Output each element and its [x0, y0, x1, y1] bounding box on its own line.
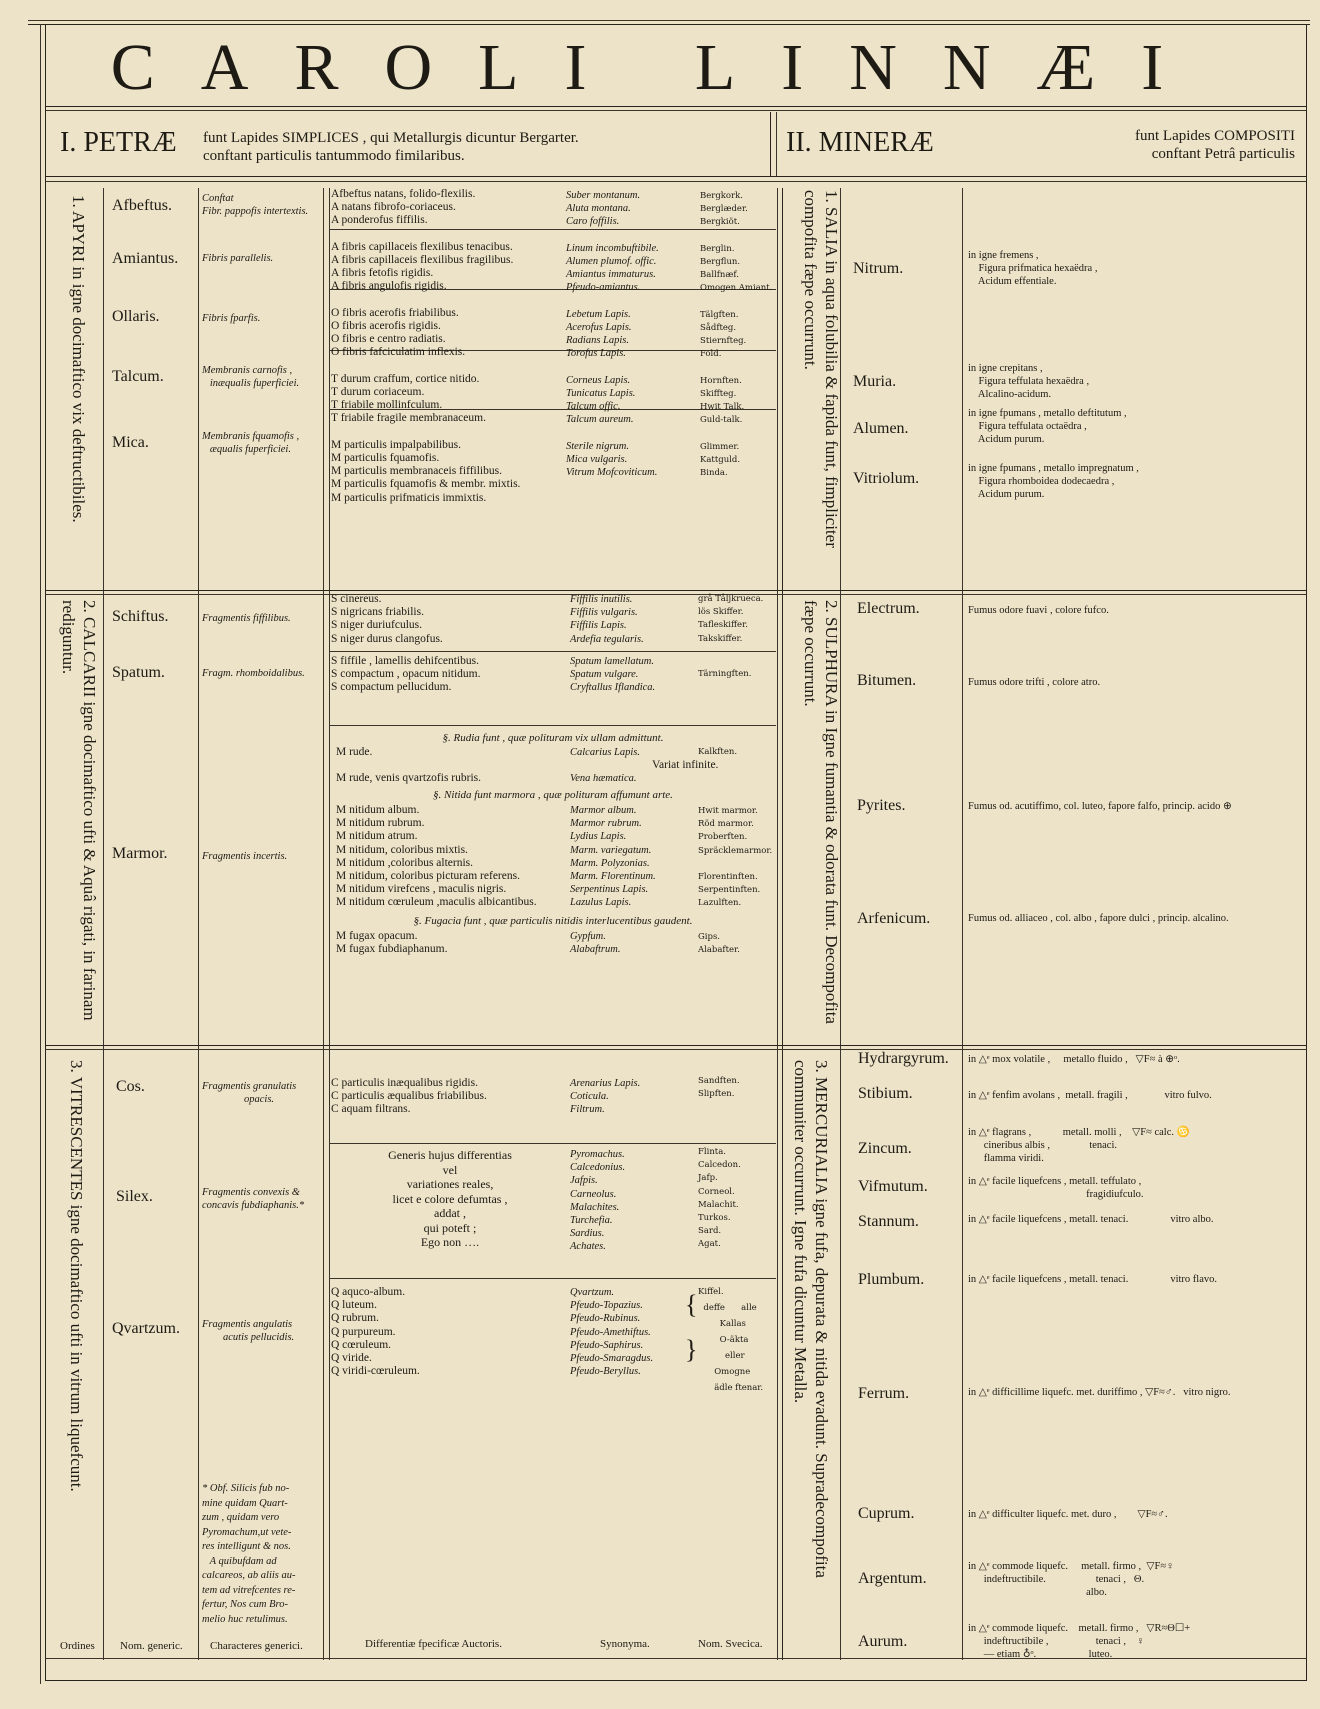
footer-char-gen: Characteres generici.	[210, 1640, 303, 1652]
genus-silex: Silex.	[116, 1188, 153, 1205]
frame-left-outer	[40, 24, 41, 1684]
genus-ollaris: Ollaris.	[112, 308, 160, 325]
frame-top	[28, 24, 1310, 25]
sub-rule	[330, 1278, 776, 1279]
variat-note: Variat infinite.	[652, 759, 719, 771]
rudia-sv: Kalkften.	[698, 747, 738, 757]
petrae-def1: funt Lapides SIMPLICES , qui Metallurgis dicuntur Bergarter.	[203, 130, 579, 146]
char-mica: Membranis fquamofis , æqualis fuperficiei.	[202, 431, 300, 455]
schistus-syn: Fiffilis inutilis. Fiffilis vulgaris. Fiffilis Lapis. Ardefia tegularis.	[570, 594, 644, 645]
schistus-diff: S cinereus. S nigricans friabilis. S niger duriufculus. S niger durus clangofus.	[331, 593, 443, 645]
petrae-def2: conftant particulis tantummodo fimilaribus.	[203, 148, 465, 164]
fugacia-diff: M fugax opacum. M fugax fubdiaphanum.	[336, 930, 448, 956]
genus-cos: Cos.	[116, 1078, 145, 1095]
mineral-muria: Muria.	[853, 373, 897, 390]
mineral-ferrum: Ferrum.	[858, 1385, 910, 1402]
nitida-heading: §. Nitida funt marmora , quæ polituram affumunt arte.	[433, 789, 673, 801]
col-characters	[323, 188, 324, 1660]
mineral-hydrargyrum: Hydrargyrum.	[858, 1050, 949, 1067]
desc-cuprum: in △ᵉ difficulter liquefc. met. duro , ▽F≈♂.	[968, 1509, 1168, 1520]
header-rule-thin	[45, 181, 1307, 182]
genus-amiantus: Amiantus.	[112, 250, 179, 267]
char-spatum: Fragm. rhomboidalibus.	[202, 668, 305, 679]
header-divider-2	[776, 112, 777, 176]
qvartzum-syn: Qvartzum. Pfeudo-Topazius. Pfeudo-Rubinus. Pfeudo-Amethiftus. Pfeudo-Saphirus. Pfeudo-Smaragdus. Pfeudo-Beryllus.	[570, 1287, 654, 1378]
char-talcum: Membranis carnofis , inæqualis fuperficiei.	[202, 365, 300, 389]
char-qvartzum: Fragmentis angulatis acutis pellucidis.	[202, 1319, 295, 1343]
order-sulphura: 2. SULPHURA in Igne fumantia & odorata funt. Decompofita fæpe occurrunt.	[801, 600, 841, 1024]
char-cos: Fragmentis granulatis opacis.	[202, 1081, 297, 1105]
order-vitrescentes: 3. VITRESCENTES igne docimaftico ufti in vitrum liquefcunt.	[67, 1060, 86, 1492]
desc-pyrites: Fumus od. acutiffimo, col. luteo, fapore falfo, princip. acido ⊕	[968, 801, 1232, 812]
cos-syn: Arenarius Lapis. Coticula. Filtrum.	[570, 1078, 641, 1116]
char-schistus: Fragmentis fiffilibus.	[202, 613, 291, 624]
spatum-sv: Tärningften.	[698, 669, 752, 680]
desc-vismutum: in △ᵉ facile liquefcens , metall. teffulato , fragidiufculo.	[968, 1176, 1144, 1200]
mineral-cuprum: Cuprum.	[858, 1505, 915, 1522]
sub-rule	[330, 725, 776, 726]
nitida-sv: Hwit marmor. Röd marmor. Proberften. Spräcklemarmor. Florentinften. Serpentinften. Lazulften.	[698, 806, 773, 909]
minerae-def1: funt Lapides COMPOSITI	[1135, 128, 1295, 144]
page-title: CAROLI LINNÆI	[110, 31, 1210, 104]
footer-syn: Synonyma.	[600, 1638, 650, 1650]
mineral-bitumen: Bitumen.	[857, 672, 917, 689]
nitida-diff: M nitidum album. M nitidum rubrum. M nitidum atrum. M nitidum, coloribus mixtis. M nitidum ,coloribus alternis. M nitidum, coloribus picturam referens. M nitidum virefcens , maculis nigris. M nitidum cœruleum ,maculis albicantibus.	[336, 804, 537, 909]
apyri-differentiae: Afbeftus natans, folido-flexilis. A natans fibrofo-coriaceus. A ponderofus fiffilis. A fibris capillaceis flexilibus tenacibus. A fibris capillaceis flexilibus fragilibus. A fibris fetofis rigidis. A fibris angulofis rigidis. O fibris acerofis friabilibus. O fibris acerofis rigidis. O fibris e centro radiatis. O fibris fafciculatim inflexis. T durum craffum, cortice nitido. T durum coriaceum. T friabile mollinfculum. T friabile fragile membranaceum. M particulis impalpabilibus. M particulis fquamofis. M particulis membranaceis fiffilibus. M particulis fquamofis & membr. mixtis. M particulis prifmaticis immixtis.	[331, 188, 521, 504]
silex-syn: Pyromachus. Calcedonius. Jafpis. Carneolus. Malachites. Turchefia. Sardius. Achates.	[570, 1149, 626, 1253]
char-silex: Fragmentis convexis & concavis fubdiaphanis.*	[202, 1187, 305, 1211]
col-ordines	[103, 188, 104, 1660]
brace: }	[685, 1335, 698, 1364]
order-rule-2	[45, 1045, 1307, 1046]
schistus-sv: grå Tåljkrueca. lös Skiffer. Tafleskiffer. Takskiffer.	[698, 594, 764, 644]
col-divide	[782, 188, 783, 1660]
minerae-heading: II. MINERÆ	[786, 127, 934, 158]
spatum-syn: Spatum lamellatum. Spatum vulgare. Cryftallus Iflandica.	[570, 656, 656, 694]
col-genera	[198, 188, 199, 1660]
title-rule	[45, 106, 1307, 107]
sub-rule	[330, 651, 776, 652]
rudia-diff: M rude. M rude, venis qvartzofis rubris.	[336, 746, 481, 785]
nitida-syn: Marmor album. Marmor rubrum. Lydius Lapis. Marm. variegatum. Marm. Polyzonias. Marm. Florentinum. Serpentinus Lapis. Lazulus Lapis.	[570, 805, 656, 909]
mineral-vismutum: Vifmutum.	[858, 1178, 928, 1195]
minerae-def2: conftant Petrâ particulis	[1151, 146, 1295, 162]
desc-electrum: Fumus odore fuavi , colore fufco.	[968, 605, 1109, 616]
order-calcarii: 2. CALCARII igne docimaftico ufti & Aquâ rigati, in farinam rediguntur.	[59, 600, 99, 1021]
mineral-aurum: Aurum.	[858, 1633, 908, 1650]
qvartzum-sv: Kiffel. deffe alle Kallas O-äkta eller Omogne ädle ftenar.	[698, 1287, 764, 1393]
mineral-plumbum: Plumbum.	[858, 1271, 925, 1288]
mineral-alumen: Alumen.	[853, 420, 909, 437]
desc-nitrum: in igne fremens , Figura prifmatica hexaëdra , Acidum effentiale.	[968, 250, 1098, 287]
frame-top-inner	[28, 20, 1310, 21]
desc-bitumen: Fumus odore trifti , colore atro.	[968, 677, 1101, 688]
char-amiantus: Fibris parallelis.	[202, 253, 274, 264]
title-rule-thin	[45, 110, 1307, 111]
mineral-zincum: Zincum.	[858, 1140, 912, 1157]
mineral-vitriolum: Vitriolum.	[853, 470, 920, 487]
desc-hydrargyrum: in △ᵉ mox volatile , metallo fluido , ▽F≈ à ⊕ᵒ.	[968, 1054, 1180, 1065]
frame-left	[45, 24, 46, 1680]
genus-qvartzum: Qvartzum.	[112, 1320, 180, 1337]
fugacia-syn: Gypfum. Alabaftrum.	[570, 931, 621, 956]
col-min-gen	[962, 188, 963, 1660]
frame-right	[1306, 24, 1307, 1680]
desc-zincum: in △ᵉ flagrans , metall. molli , ▽F≈ calc. ♋ cineribus albis , tenaci. flamma viridi.	[968, 1127, 1190, 1164]
order-apyri: 1. APYRI in igne docimaftico vix deftructibiles.	[69, 195, 88, 523]
char-ollaris: Fibris fparfis.	[202, 313, 261, 324]
spatum-diff: S fiffile , lamellis dehifcentibus. S compactum , opacum nitidum. S compactum pellucidum.	[331, 655, 481, 694]
silex-diff: Generis hujus differentias vel variationes reales, licet e colore defumtas , addat , qui poteft ; Ego non ….	[388, 1148, 512, 1249]
desc-aurum: in △ᵉ commode liquefc. metall. firmo , ▽R≈Θ☐+ indeftructibile , tenaci , ♀ — etiam ♁ᵒ. luteo.	[968, 1623, 1191, 1660]
genus-talcum: Talcum.	[112, 368, 164, 385]
apyri-svecica: Bergkork. Berglæder. Bergkiöt. Berglin. Bergflun. Ballfnæf. Omogen Amiant. Tälgften. Sådfteg. Stiernfteg. Fold. Hornften. Skiffteg. Hwit Talk. Guld-talk. Glimmer. Kattguld. Binda.	[700, 191, 773, 479]
mineral-arsenicum: Arfenicum.	[857, 910, 931, 927]
mineral-stibium: Stibium.	[858, 1085, 913, 1102]
cos-sv: Sandften. Slipften.	[698, 1076, 740, 1100]
mineral-stannum: Stannum.	[858, 1213, 919, 1230]
order-rule-1	[45, 590, 1307, 591]
genus-spatum: Spatum.	[112, 664, 165, 681]
header-rule	[45, 176, 1307, 177]
fugacia-heading: §. Fugacia funt , quæ particulis nitidis interlucentibus gaudent.	[413, 915, 693, 927]
desc-argentum: in △ᵉ commode liquefc. metall. firmo , ▽F≈♀ indeftructibile. tenaci , Θ. albo.	[968, 1561, 1174, 1598]
footer-diff: Differentiæ fpecificæ Auctoris.	[365, 1638, 502, 1650]
petrae-heading: I. PETRÆ	[60, 127, 177, 158]
desc-vitriolum: in igne fpumans , metallo impregnatum , Figura rhomboidea dodecaedra , Acidum purum.	[968, 463, 1139, 500]
order-salia: 1. SALIA in aqua folubilia & fapida funt, fimpliciter compofita fæpe occurrunt.	[801, 190, 841, 548]
col-diff-right	[777, 188, 778, 1660]
genus-schistus: Schiftus.	[112, 608, 169, 625]
rudia-syn: Calcarius Lapis. Vena hæmatica.	[570, 747, 641, 785]
desc-stannum: in △ᵉ facile liquefcens , metall. tenaci. vitro albo.	[968, 1214, 1214, 1225]
fugacia-sv: Gips. Alabafter.	[698, 932, 740, 956]
mineral-pyrites: Pyrites.	[857, 797, 906, 814]
footer-ordines: Ordines	[60, 1640, 95, 1652]
desc-alumen: in igne fpumans , metallo deftitutum , Figura teffulata octaëdra , Acidum purum.	[968, 408, 1127, 445]
obs-note: * Obf. Silicis fub no- mine quidam Quart- zum , quidam vero Pyromachum,ut vete- res intelligunt & nos. A quibufdam ad calcareos, ab aliis au- tem ad vitrefcentes re- fertur, Nos cum Bro- melio huc retulimus.	[202, 1483, 296, 1625]
char-asbestus: Conftat Fibr. pappofis intertextis.	[202, 193, 309, 217]
genus-mica: Mica.	[112, 434, 149, 451]
apyri-synonyma: Suber montanum. Aluta montana. Caro foffilis. Linum incombuftibile. Alumen plumof. offic. Amiantus immaturus. Pfeudo-amiantus. Lebetum Lapis. Acerofus Lapis. Radians Lapis. Torofus Lapis. Corneus Lapis. Tunicatus Lapis. Talcum offic. Talcum aureum. Sterile nigrum. Mica vulgaris. Vitrum Mofcoviticum.	[566, 190, 659, 479]
silex-sv: Flinta. Calcedon. Jafp. Corneol. Malachit. Turkos. Sard. Agat.	[698, 1147, 741, 1250]
order-mercurialia: 3. MERCURIALIA igne fufa, depurata & nitida evadunt. Supradecompofita communiter occurrunt. Igne fufa dicuntur Metalla.	[791, 1060, 831, 1578]
desc-muria: in igne crepitans , Figura teffulata hexaëdra , Alcalino-acidum.	[968, 363, 1090, 400]
mineral-argentum: Argentum.	[858, 1570, 927, 1587]
desc-stibium: in △ᵉ fenfim avolans , metall. fragili , vitro fulvo.	[968, 1090, 1212, 1101]
rudia-heading: §. Rudia funt , quæ polituram vix ullam admittunt.	[442, 732, 664, 744]
order-rule-2b	[45, 1049, 1307, 1050]
cos-diff: C particulis inæqualibus rigidis. C particulis æqualibus friabilibus. C aquam filtrans.	[331, 1077, 487, 1116]
genus-marmor: Marmor.	[112, 845, 168, 862]
frame-bottom	[45, 1680, 1307, 1681]
mineral-nitrum: Nitrum.	[853, 260, 904, 277]
qvartzum-diff: Q aquco-album. Q luteum. Q rubrum. Q purpureum. Q cœruleum. Q viride. Q viridi-cœruleum.	[331, 1286, 420, 1378]
sub-rule	[330, 1143, 776, 1144]
desc-plumbum: in △ᵉ facile liquefcens , metall. tenaci. vitro flavo.	[968, 1274, 1217, 1285]
char-marmor: Fragmentis incertis.	[202, 851, 288, 862]
mineral-electrum: Electrum.	[857, 600, 920, 617]
desc-arsenicum: Fumus od. alliaceo , col. albo , fapore dulci , princip. alcalino.	[968, 913, 1229, 924]
brace: {	[685, 1290, 698, 1319]
order-rule-1b	[45, 594, 1307, 595]
footer-nom-gen: Nom. generic.	[120, 1640, 183, 1652]
desc-ferrum: in △ᵉ difficillime liquefc. met. duriffimo , ▽F≈♂. vitro nigro.	[968, 1387, 1231, 1398]
footer-sv: Nom. Svecica.	[698, 1638, 763, 1650]
genus-asbestus: Afbeftus.	[112, 197, 172, 214]
header-divider	[770, 112, 771, 176]
